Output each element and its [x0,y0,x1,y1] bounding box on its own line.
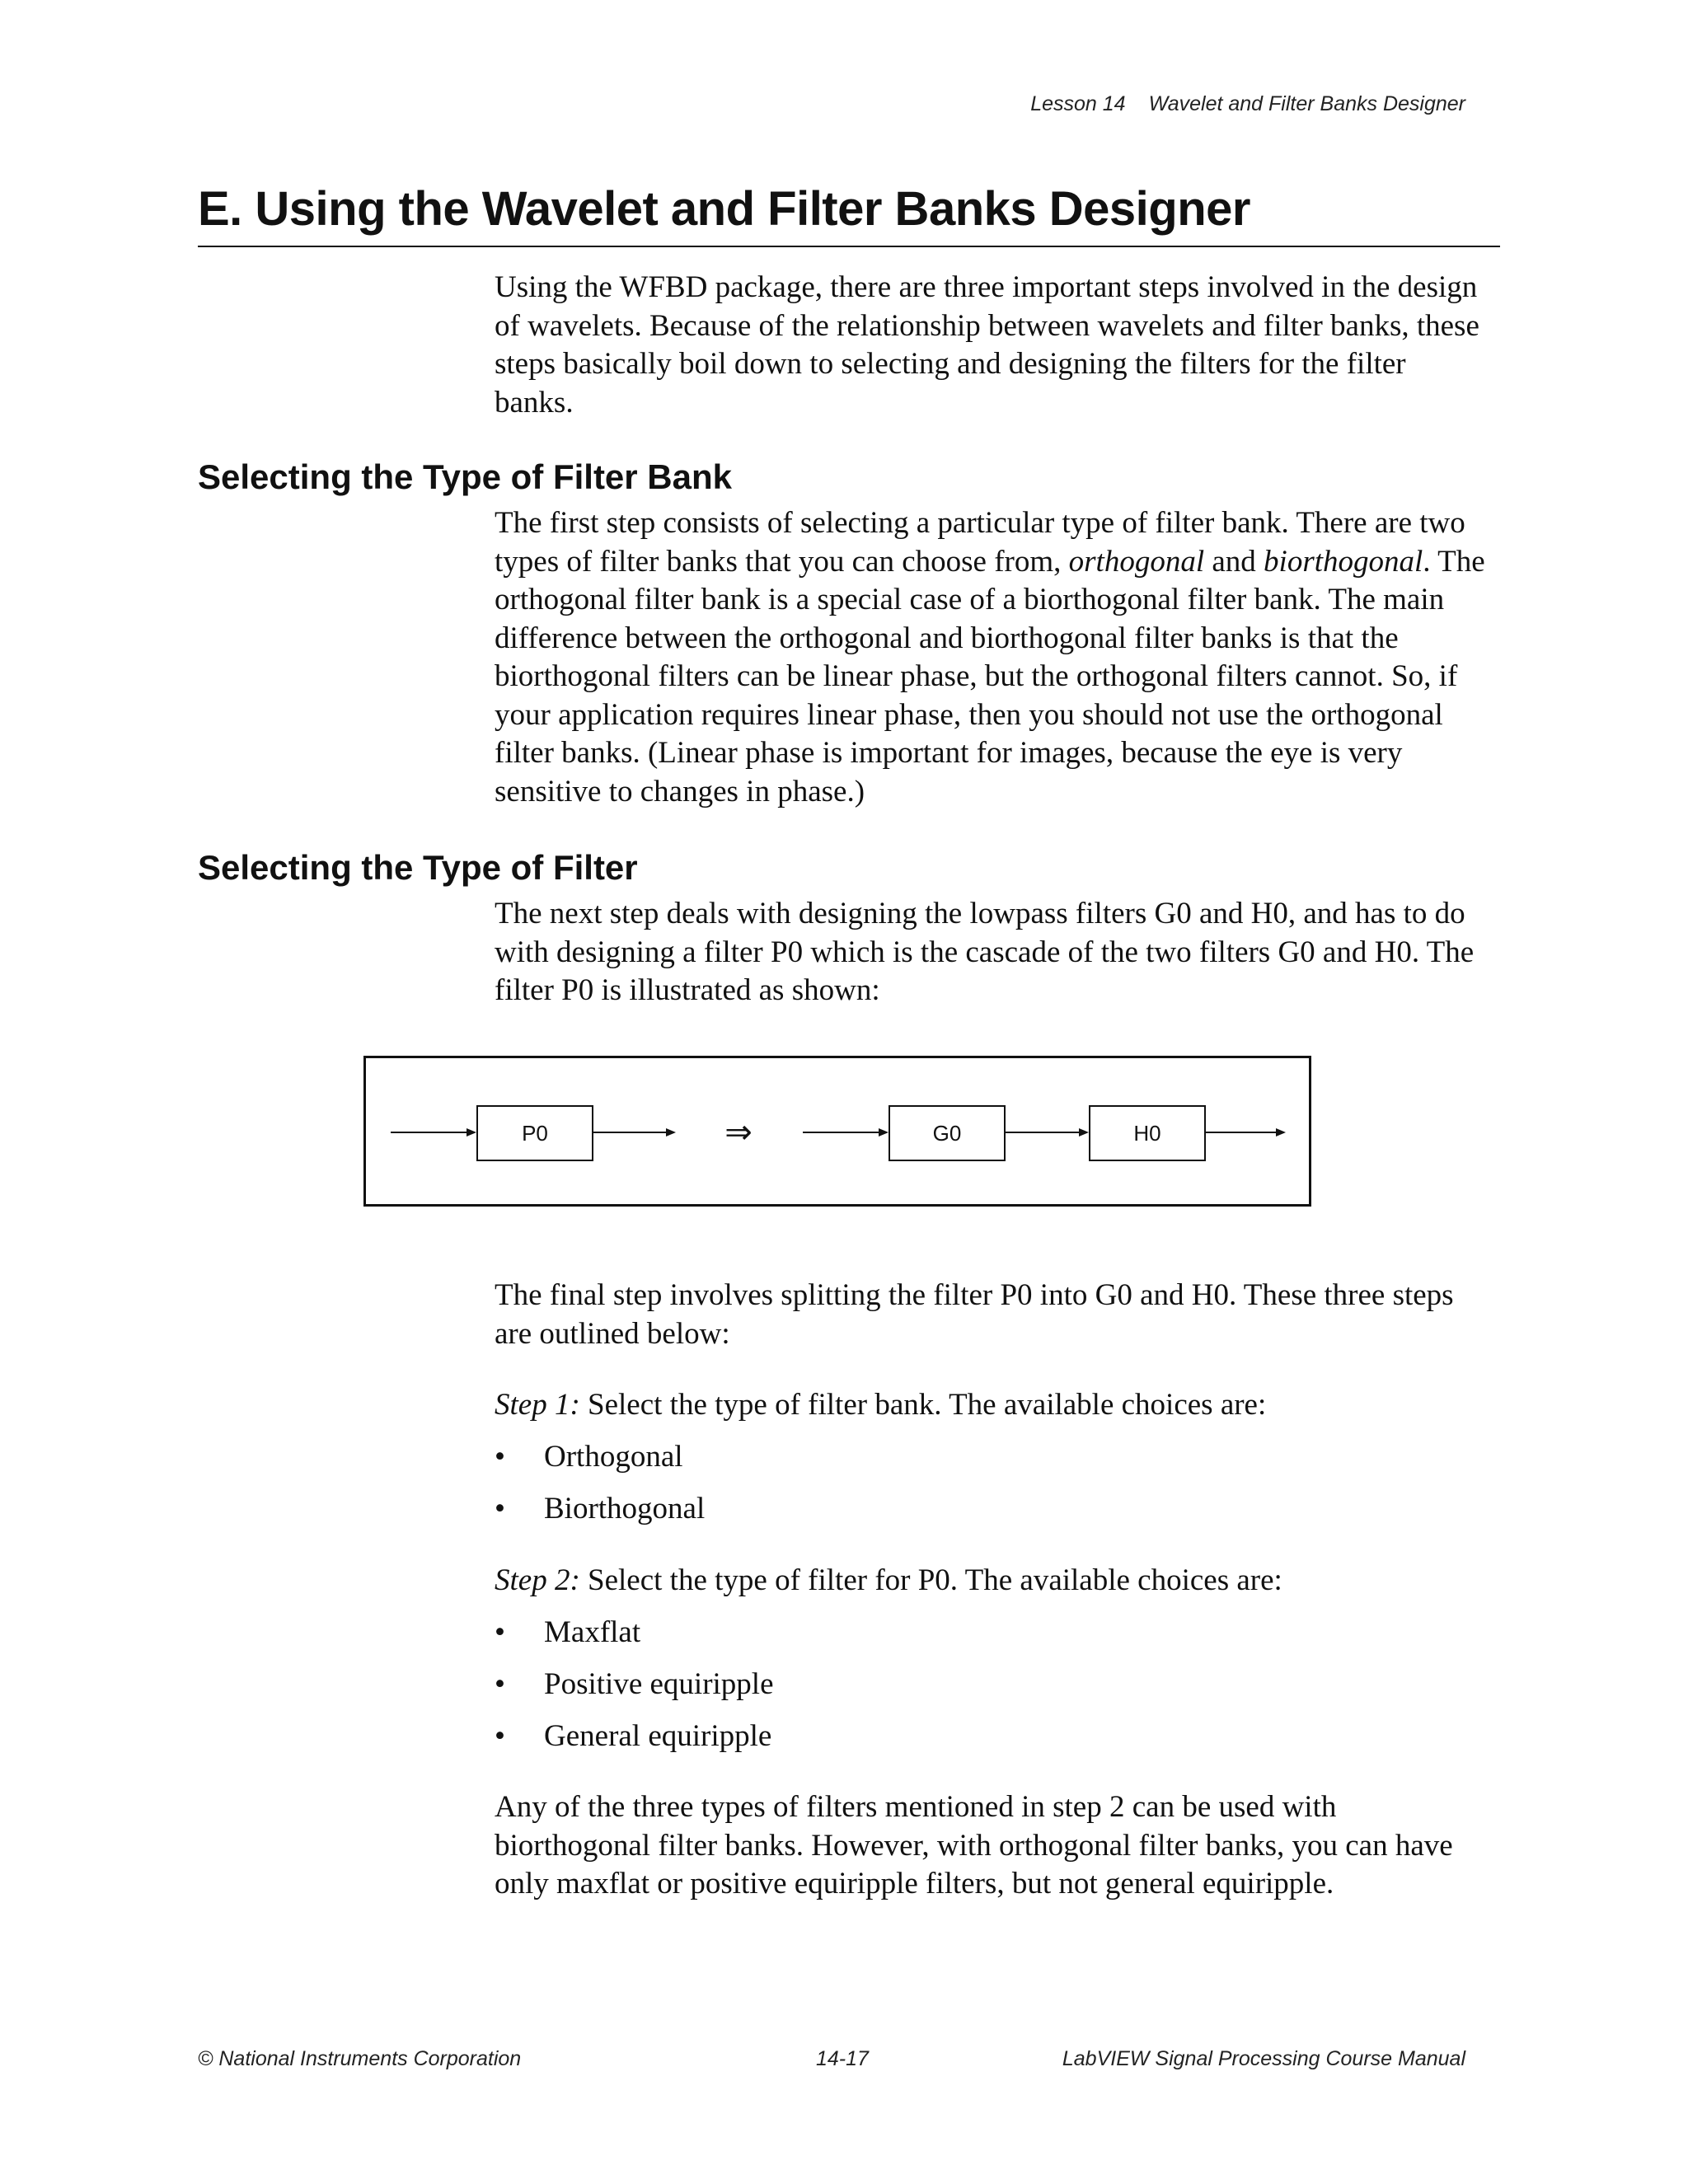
step-2-label: Step 2: [495,1563,580,1597]
filter-paragraph: The next step deals with designing the lowpass filters G0 and H0, and has to do with designing a filter P0 which is the cascade of the two filters G0 and H0. The filter P0 is illustrated as shown: [495,897,1475,1007]
list-item: • Orthogonal [495,1440,683,1474]
term-biorthogonal: biorthogonal [1264,544,1423,579]
term-orthogonal: orthogonal [1068,544,1205,579]
step-2-text: Select the type of filter for P0. The available choices are: [579,1563,1282,1597]
closing-paragraph: Any of the three types of filters mentioned in step 2 can be used with biorthogonal filter banks. However, with orthogonal filter banks, you can have only maxflat or positive equiripple filters, but not general equiripple. [495,1790,1453,1900]
lesson-number: Lesson 14 [1030,92,1126,115]
step-1-label: Step 1: [495,1388,580,1422]
subsection-title-filter: Selecting the Type of Filter [198,848,638,887]
footer-page-number: 14-17 [816,2047,869,2070]
list-item: • Positive equiripple [495,1667,774,1701]
intro-paragraph: Using the WFBD package, there are three important steps involved in the design of wavelets. Because of the relationship between wavelets and filter banks, these steps basically boil down to selecting and designing the filters for the filter banks. [495,270,1479,419]
filter-cascade-diagram [363,1056,1311,1207]
lesson-title: Wavelet and Filter Banks Designer [1148,92,1465,115]
list-item: • Maxflat [495,1615,641,1649]
diagram-svg [366,1058,1314,1209]
p0-label: P0 [522,1121,548,1146]
filter-bank-paragraph: The first step consists of selecting a particular type of filter bank. There are two types of filter banks that you can choose from, orthogonal and biorthogonal. The orthogonal filter bank is a special case of a biorthogonal filter bank. The main difference between the orthogonal and biorthogonal filter banks is that the biorthogonal filters can be linear phase, but the orthogonal filters cannot. So, if your application requires linear phase, then you should not use the orthogonal filter banks. (Linear phase is important for images, because the eye is very sensitive to changes in phase.) [495,506,1485,808]
subsection-title-filter-bank: Selecting the Type of Filter Bank [198,457,733,496]
h0-label: H0 [1133,1121,1161,1146]
implies-symbol: ⇒ [724,1113,753,1151]
footer-copyright: © National Instruments Corporation [198,2047,522,2070]
step-2 [495,1563,1282,1598]
footer-manual-title: LabVIEW Signal Processing Course Manual [1062,2047,1465,2070]
step-1 [495,1387,1266,1422]
step-1-text: Select the type of filter bank. The available choices are: [579,1388,1267,1422]
list-item: • Biorthogonal [495,1492,706,1526]
section-title: E. Using the Wavelet and Filter Banks Designer [198,183,1500,247]
running-head [1030,92,1465,116]
list-item: • General equiripple [495,1719,772,1753]
final-step-paragraph: The final step involves splitting the filter P0 into G0 and H0. These three steps are outlined below: [495,1278,1454,1351]
g0-label: G0 [932,1121,962,1146]
